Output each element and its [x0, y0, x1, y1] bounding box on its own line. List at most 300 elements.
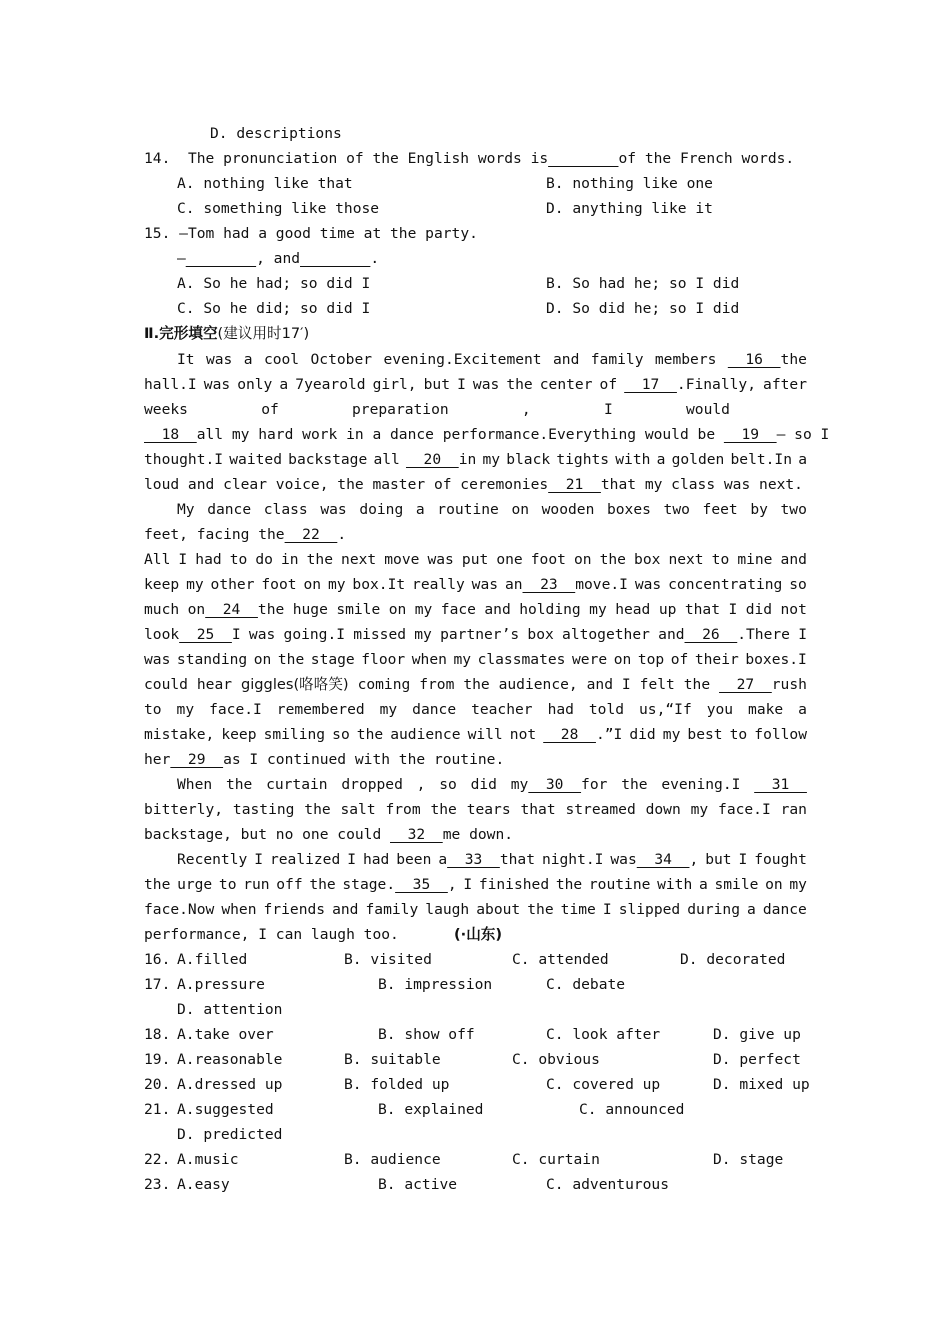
word: so [332, 726, 350, 743]
passage-line [144, 697, 807, 722]
word: time [560, 901, 596, 918]
option-c: C. announced [579, 1101, 685, 1118]
word: with [657, 876, 693, 893]
word: move [384, 551, 420, 568]
option-c: C. debate [546, 976, 626, 993]
option-c: C. covered up [546, 1076, 661, 1093]
word: my [482, 451, 501, 468]
word: mistake, [144, 726, 215, 743]
word: up [658, 601, 677, 618]
word: was [205, 351, 233, 368]
word: Recently [177, 851, 248, 868]
word: to [229, 551, 248, 568]
passage-line [144, 372, 807, 397]
word: golden [671, 451, 725, 468]
word: the [277, 651, 305, 668]
question-number: 17. [144, 976, 171, 993]
word: had [195, 551, 222, 568]
word: was [471, 576, 499, 593]
word: black [506, 451, 551, 468]
word: slipped [618, 901, 681, 918]
word: from [385, 801, 421, 818]
word: felt [639, 676, 675, 693]
word: center [539, 376, 593, 393]
word: was [634, 576, 662, 593]
word: a [798, 451, 807, 468]
word: told [588, 701, 625, 718]
word: my [186, 576, 204, 593]
word: but [705, 851, 732, 868]
word: my [453, 651, 472, 668]
option-c: C. look after [546, 1026, 661, 1043]
section-title: Ⅱ.完形填空 [144, 325, 218, 342]
word: stage [310, 651, 355, 668]
option-a: A.dressed up [177, 1076, 283, 1093]
option-b: B. suitable [344, 1051, 441, 1068]
passage-line [177, 497, 807, 522]
word: waited [229, 451, 282, 468]
question-number: 22. [144, 1151, 171, 1168]
word: off [276, 876, 303, 893]
word: the [527, 901, 554, 918]
word: my [589, 601, 607, 618]
source-tag: (·山东) [454, 926, 503, 943]
answer-blank: 21 [548, 476, 601, 493]
passage-line: feet, facing the 22 . [144, 526, 347, 543]
q13-option-d: D. descriptions [210, 125, 342, 142]
word: the [463, 676, 490, 693]
q14-option-c: C. something like those [177, 200, 380, 217]
word: class [263, 501, 308, 518]
word: top [637, 651, 665, 668]
word: but [423, 376, 450, 393]
word: urge [177, 876, 213, 893]
q14-stem: 14. The pronunciation of the English words is________of the French words. [144, 150, 795, 167]
word: tasting [232, 801, 295, 818]
word: holding [519, 601, 581, 618]
word: during [687, 901, 740, 918]
answer-blank: 24 [205, 601, 258, 618]
word: the [306, 551, 333, 568]
word: would [686, 401, 730, 418]
word: backstage [288, 451, 368, 468]
word: boxes.I [745, 651, 807, 668]
word: foot [261, 576, 297, 593]
passage-line [144, 797, 807, 822]
word: altogether [562, 626, 650, 643]
answer-blank: ________ [300, 250, 371, 267]
word: us,“If [639, 701, 692, 718]
word: an 23 move.I [504, 576, 628, 593]
answer-blank: 27 [719, 676, 772, 693]
question-number: 14. [144, 150, 171, 167]
word: the [304, 801, 331, 818]
option-b: B. active [378, 1176, 458, 1193]
word: tears [466, 801, 511, 818]
passage-line [144, 597, 807, 622]
word: was [320, 501, 347, 518]
word: when [221, 901, 257, 918]
word: not [780, 601, 807, 618]
option-d: D. give up [713, 1026, 801, 1043]
word: and [484, 601, 511, 618]
word: a [243, 351, 253, 368]
word: to [729, 726, 748, 743]
word: realized [269, 851, 341, 868]
word: when [411, 651, 447, 668]
option-a: A.easy [177, 1176, 230, 1193]
word: put [461, 551, 489, 568]
word: cool [263, 351, 300, 368]
word: I [602, 901, 612, 918]
word: My [177, 501, 195, 518]
answer-blank: ________ [548, 150, 619, 167]
word: was 34 , [610, 851, 699, 868]
word: face.Now [144, 901, 215, 918]
word: fought [754, 851, 807, 868]
passage-line: 18 all my hard work in a dance performance.Everything would be 19 — so I [144, 426, 830, 443]
answer-blank: 30 [528, 776, 582, 793]
word: members [654, 351, 717, 368]
word: the [683, 676, 711, 693]
word: I [178, 551, 188, 568]
answer-blank: 31 [754, 776, 807, 793]
word: on [388, 601, 407, 618]
word: on [613, 651, 632, 668]
word: foot [530, 551, 566, 568]
word: follow [754, 726, 807, 743]
option-a: A.reasonable [177, 1051, 283, 1068]
word: a 33 that [438, 851, 535, 868]
word: that [520, 801, 556, 818]
word: night.I [541, 851, 604, 868]
answer-blank: 28 [543, 726, 596, 743]
word: salt [340, 801, 376, 818]
option-c: C. adventurous [546, 1176, 670, 1193]
answer-blank: 29 [170, 751, 224, 768]
word: a [415, 501, 425, 518]
option-a: A.take over [177, 1026, 274, 1043]
word: make [748, 701, 784, 718]
option-a: A.pressure [177, 976, 265, 993]
option-b: B. audience [344, 1151, 441, 1168]
word: from [419, 676, 455, 693]
word: I [254, 851, 264, 868]
passage-line: her 29 as I continued with the routine. [144, 751, 505, 768]
word: of [670, 651, 689, 668]
word: laugh [425, 901, 470, 918]
word: 16 the [727, 351, 807, 368]
q15-option-b: B. So had he; so I did [546, 275, 740, 292]
q14-option-a: A. nothing like that [177, 175, 353, 192]
word: feet [702, 501, 738, 518]
passage-line [144, 397, 730, 422]
word: my [690, 801, 709, 818]
word: weeks [144, 401, 188, 418]
word: standing [176, 651, 248, 668]
word [754, 772, 807, 797]
passage-line [177, 347, 807, 372]
word: tights [556, 451, 610, 468]
answer-blank: 16 [727, 351, 781, 368]
answer-blank: 20 [405, 451, 459, 468]
word: was [427, 551, 454, 568]
q15-stem: 15. —Tom had a good time at the party. [144, 225, 478, 242]
word: face.I [209, 701, 262, 718]
word: my [327, 576, 346, 593]
word: to [711, 551, 730, 568]
word: wooden [541, 501, 595, 518]
word: was [248, 626, 276, 643]
word: 7yearold [295, 376, 366, 393]
word: my [662, 726, 681, 743]
word: mine [737, 551, 773, 568]
word: 27 rush [719, 676, 807, 693]
word: to [218, 876, 237, 893]
word: the [430, 801, 457, 818]
word: All [144, 551, 171, 568]
word: When [177, 776, 213, 793]
word: two [663, 501, 690, 518]
word: on 24 the [187, 601, 285, 618]
passage-line [177, 772, 807, 797]
word: smile [336, 601, 381, 618]
word: a [698, 876, 708, 893]
word: routine [588, 876, 651, 893]
word: , [416, 776, 426, 793]
word: was [472, 376, 500, 393]
word: look 25 I [144, 626, 241, 643]
answer-blank: 18 [144, 426, 197, 443]
passage-line: performance, I can laugh too. (·山东) [144, 922, 399, 947]
passage-line [144, 672, 807, 697]
word: a [798, 701, 807, 718]
word: audience, [498, 676, 578, 693]
word: so [789, 576, 807, 593]
word: the [225, 776, 253, 793]
word: I [728, 601, 738, 618]
word: face [440, 601, 476, 618]
question-number: 23. [144, 1176, 171, 1193]
word: all [373, 451, 400, 468]
q15-option-d: D. So did he; so I did [546, 300, 740, 317]
word: other [210, 576, 255, 593]
option-d: D. perfect [713, 1051, 801, 1068]
word: girl, [372, 376, 417, 393]
word: routine [437, 501, 499, 518]
word: curtain [266, 776, 328, 793]
word: only [237, 376, 273, 393]
word: and [780, 551, 807, 568]
passage-line: backstage, but no one could 32 me down. [144, 826, 514, 843]
word: the [506, 376, 533, 393]
word: after [763, 376, 807, 393]
word: best [687, 726, 723, 743]
word: one [496, 551, 523, 568]
word: a [656, 451, 666, 468]
option-b: B. explained [378, 1101, 484, 1118]
answer-blank: 22 [284, 526, 338, 543]
word: face.I [718, 801, 771, 818]
option-b: B. folded up [344, 1076, 450, 1093]
word: been [396, 851, 432, 868]
word: concentrating [668, 576, 783, 593]
q14-option-b: B. nothing like one [546, 175, 713, 192]
word: going.I [283, 626, 346, 643]
word: October [310, 351, 373, 368]
word: missed [353, 626, 407, 643]
word: of [599, 376, 618, 393]
word: a [279, 376, 289, 393]
word: dance [207, 501, 252, 518]
word: 20 in [405, 451, 477, 468]
answer-blank: ________ [185, 250, 257, 267]
word: my 30 for [510, 776, 608, 793]
passage-line [144, 622, 807, 647]
answer-blank: 17 [624, 376, 677, 393]
word: had [547, 701, 574, 718]
word: ran [780, 801, 807, 818]
q15-dialogue: —________, and________. [177, 250, 380, 267]
word: smile [714, 876, 759, 893]
word: in [280, 551, 299, 568]
word: a [747, 901, 756, 918]
word: with [615, 451, 651, 468]
word: stage. 35 , [342, 876, 457, 893]
passage-line [144, 722, 807, 747]
word: I [738, 851, 748, 868]
word: floor [361, 651, 406, 668]
word: on [573, 551, 592, 568]
word: coming [357, 676, 411, 693]
word: thought.I [144, 451, 224, 468]
word: and [553, 351, 580, 368]
word: head [615, 601, 651, 618]
answer-blank: 23 [522, 576, 576, 593]
question-number: 15. [144, 225, 171, 242]
word: finished [478, 876, 550, 893]
option-a: A.suggested [177, 1101, 274, 1118]
word: box [527, 626, 554, 643]
word: the [621, 776, 648, 793]
word: my [414, 601, 433, 618]
word: box [634, 551, 661, 568]
word: box.It [352, 576, 406, 593]
answer-blank: 32 [390, 826, 443, 843]
word: down [645, 801, 681, 818]
q15-option-a: A. So he had; so did I [177, 275, 371, 292]
answer-blank: 34 [636, 851, 690, 868]
option-d: D. decorated [680, 951, 786, 968]
word: friends [263, 901, 326, 918]
answer-blank: 26 [684, 626, 738, 643]
word: hall.I [144, 376, 197, 393]
word: the [309, 876, 336, 893]
word: the [599, 551, 626, 568]
word: classmates [477, 651, 566, 668]
question-number: 18. [144, 1026, 171, 1043]
word: much [144, 601, 180, 618]
word: I [457, 376, 466, 393]
answer-blank: 33 [447, 851, 500, 868]
word: family [590, 351, 644, 368]
word: my [414, 626, 432, 643]
word: streamed [565, 801, 636, 818]
word: of [261, 401, 279, 418]
passage-line [144, 447, 807, 472]
option-b: B. impression [378, 976, 493, 993]
word: keep [221, 726, 257, 743]
word: the [144, 876, 171, 893]
word: was [144, 651, 171, 668]
word: I [621, 676, 631, 693]
word: on [765, 876, 783, 893]
passage-line [144, 547, 807, 572]
word: and [332, 901, 359, 918]
word: preparation [352, 401, 449, 418]
word: belt.In [730, 451, 793, 468]
word: I [798, 626, 807, 643]
option-c: C. obvious [512, 1051, 600, 1068]
word: were [572, 651, 608, 668]
answer-blank: 25 [179, 626, 232, 643]
word: so [439, 776, 457, 793]
passage-line [144, 897, 807, 922]
word: I [463, 876, 473, 893]
word: I [347, 851, 356, 868]
word: I [603, 401, 613, 418]
word: do [255, 551, 273, 568]
section-note: (建议用时17′) [217, 325, 310, 342]
option-b: B. show off [378, 1026, 475, 1043]
q15-option-c: C. So he did; so did I [177, 300, 371, 317]
word: family [365, 901, 419, 918]
passage-line: loud and clear voice, the master of ceremonies 21 that my class was next. [144, 476, 803, 493]
word: did [629, 726, 656, 743]
word: was [203, 376, 231, 393]
word: huge [292, 601, 328, 618]
word: really [412, 576, 465, 593]
word: next [341, 551, 377, 568]
word: dance [762, 901, 807, 918]
word: by [750, 501, 768, 518]
option-d: D. mixed up [713, 1076, 810, 1093]
word: bitterly, [144, 801, 224, 818]
option-a: A.music [177, 1151, 239, 1168]
word: boxes [606, 501, 651, 518]
word: evening.I [661, 776, 741, 793]
word: and 26 .There [658, 626, 790, 643]
word: doing [359, 501, 404, 518]
word: remembered [276, 701, 365, 718]
word: my [176, 701, 195, 718]
word: dance [412, 701, 457, 718]
word: could [144, 676, 188, 693]
word: run [243, 876, 270, 893]
word: , [521, 401, 531, 418]
word: you [706, 701, 734, 718]
passage-line [177, 847, 807, 872]
passage-line [144, 647, 807, 672]
word: dropped [341, 776, 403, 793]
word: giggles(咯咯笑) [240, 676, 349, 693]
word: next [668, 551, 704, 568]
word: my [789, 876, 807, 893]
word: my [379, 701, 398, 718]
passage-line [144, 872, 807, 897]
word: the [555, 876, 583, 893]
word: on [511, 501, 530, 518]
